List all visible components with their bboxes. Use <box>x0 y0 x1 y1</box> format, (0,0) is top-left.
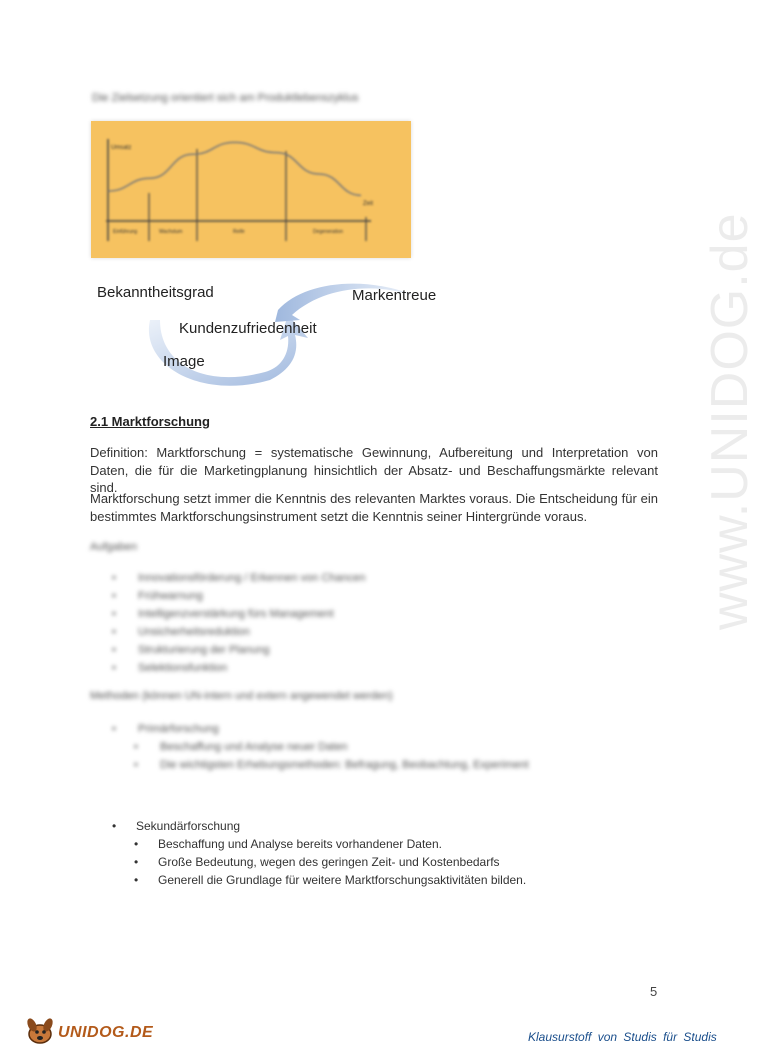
list-item: • Große Bedeutung, wegen des geringen Zeit- und Kostenbedarfs <box>158 853 526 871</box>
list-item: • Sekundärforschung <box>136 817 240 835</box>
logo-text: UNIDOG.DE <box>58 1024 154 1041</box>
list-item: • Intelligenzverstärkung fürs Management <box>112 605 366 623</box>
list-item: • Unsicherheitsreduktion <box>112 623 366 641</box>
dog-icon <box>22 1012 62 1048</box>
marktforschung-paragraph: Marktforschung setzt immer die Kenntnis des relevanten Marktes voraus. Die Entscheidung für ein bestimmtes Marktforschungsinstrument setzt die Kenntnis seiner Hintergründe voraus. <box>90 491 658 524</box>
markentreue-label: Markentreue <box>352 287 437 304</box>
methoden-label: Methoden (können UN-intern und extern angewendet werden) <box>90 690 393 702</box>
sekundaer-sublist <box>158 835 526 889</box>
list-item: • Innovationsförderung / Erkennen von Chancen <box>112 569 366 587</box>
x-axis-label: Zeit <box>363 201 374 207</box>
list-item: • Beschaffung und Analyse neuer Daten <box>134 738 529 756</box>
list-item: • Selektionsfunktion <box>112 659 366 677</box>
image-label: Image <box>163 353 205 370</box>
kundenzufriedenheit-label: Kundenzufriedenheit <box>179 320 317 337</box>
page-number: 5 <box>650 984 658 999</box>
product-lifecycle-chart <box>91 121 411 258</box>
chart-svg <box>91 121 411 258</box>
aufgaben-list <box>112 569 366 677</box>
phase-label: Wachstum <box>159 229 183 235</box>
sekundaer-list <box>136 817 240 835</box>
list-item: • Primärforschung <box>112 720 219 738</box>
footer-tagline: Klausurstoff von Studis für Studis <box>528 1030 717 1044</box>
primaer-sublist <box>134 738 529 774</box>
list-item: • Strukturierung der Planung <box>112 641 366 659</box>
primaer-list <box>112 720 219 738</box>
bekanntheitsgrad-label: Bekanntheitsgrad <box>97 284 214 301</box>
list-item: • Beschaffung und Analyse bereits vorhandener Daten. <box>158 835 526 853</box>
y-axis-label: Umsatz <box>111 145 132 151</box>
intro-text: Die Zielsetzung orientiert sich am Produktlebenszyklus <box>92 92 359 104</box>
lifecycle-curve <box>108 142 361 195</box>
aufgaben-label: Aufgaben <box>90 541 138 553</box>
phase-label: Einführung <box>113 229 138 235</box>
phase-label: Reife <box>233 229 245 235</box>
section-heading: 2.1 Marktforschung <box>90 414 210 429</box>
list-item: • Die wichtigsten Erhebungsmethoden: Befragung, Beobachtung, Experiment <box>134 756 529 774</box>
unidog-logo[interactable] <box>22 1012 152 1048</box>
list-item: • Generell die Grundlage für weitere Marktforschungsaktivitäten bilden. <box>158 871 526 889</box>
definition-paragraph: Definition: Marktforschung = systematische Gewinnung, Aufbereitung und Interpretation von Daten, die für die Marketingplanung hinsichtlich der Absatz- und Beschaffungsmärkte relevant sind. <box>90 445 658 495</box>
phase-label: Degeneration <box>313 229 344 235</box>
watermark: www.UNIDOG.de <box>701 212 759 630</box>
list-item: • Frühwarnung <box>112 587 366 605</box>
